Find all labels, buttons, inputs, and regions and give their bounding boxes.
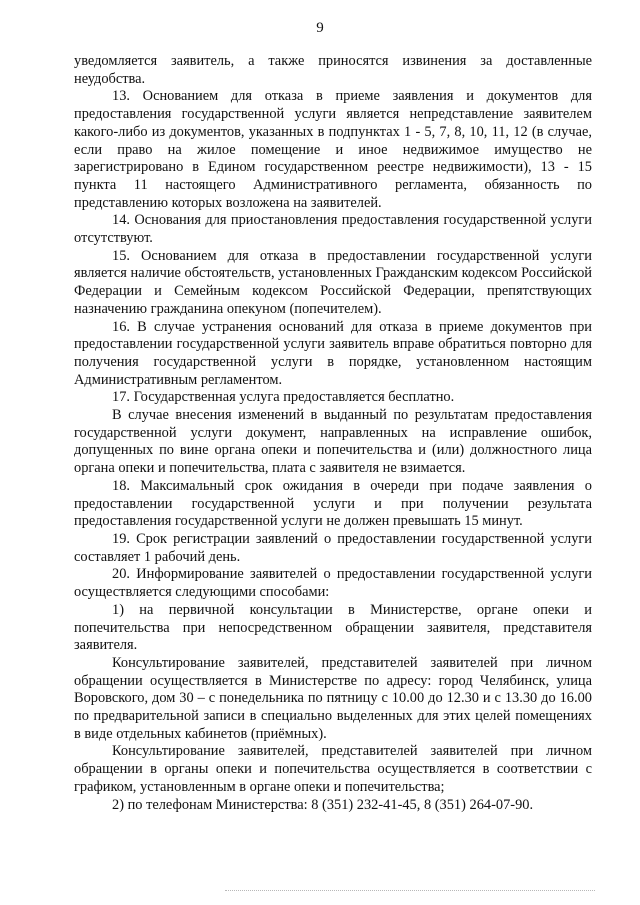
paragraph-19-registration: 19. Срок регистрации заявлений о предоставлении государственной услуги составляет 1 рабочий день. [74, 530, 592, 565]
paragraph-15-refusal-service: 15. Основанием для отказа в предоставлении государственной услуги является наличие обстоятельств, установленных Гражданским кодексом Российской Федерации и Семейным кодексом Российской Федерации, препятствующих назначению гражданина опекуном (попечителем). [74, 247, 592, 317]
paragraph-20-informing: 20. Информирование заявителей о предоставлении государственной услуги осуществляется следующими способами: [74, 566, 592, 601]
document-body [74, 53, 592, 814]
paragraph-consulting-ministry: Консультирование заявителей, представителей заявителей при личном обращении осуществляется в Министерстве по адресу: город Челябинск, улица Воровского, дом 30 – с понедельника по пятницу с 10.00 до 12.30 и с 13.30 до 16.00 по предварительной записи в специально выделенных для этих целей помещениях в виде отдельных кабинетов (приёмных). [74, 654, 592, 742]
paragraph-13-refusal-grounds: 13. Основанием для отказа в приеме заявления и документов для предоставления государственной услуги является непредставление заявителем какого-либо из документов, указанных в подпунктах 1 - 5, 7, 8, 10, 11, 12 (в случае, если право на жилое помещение и иное недвижимое имущество не зарегистрировано в Едином государственном реестре недвижимости), 13 - 15 пункта 11 настоящего Административного регламента, обязанность по представлению которых возложена на заявителей. [74, 88, 592, 211]
paragraph-18-waiting-time: 18. Максимальный срок ожидания в очереди при подаче заявления о предоставлении государственной услуги и при получении результата предоставления государственной услуги не должен превышать 15 минут. [74, 477, 592, 530]
paragraph-consulting-guardianship: Консультирование заявителей, представителей заявителей при личном обращении в органы опеки и попечительства осуществляется в соответствии с графиком, установленным в органе опеки и попечительства; [74, 743, 592, 795]
scan-edge-line [225, 890, 595, 891]
paragraph-continuation: уведомляется заявитель, а также приносятся извинения за доставленные неудобства. [74, 53, 592, 87]
paragraph-20-item-1: 1) на первичной консультации в Министерстве, органе опеки и попечительства при непосредственном обращении заявителя, представителя заявителя. [74, 601, 592, 654]
paragraph-14-suspension: 14. Основания для приостановления предоставления государственной услуги отсутствуют. [74, 212, 592, 247]
paragraph-20-item-2-phones: 2) по телефонам Министерства: 8 (351) 232-41-45, 8 (351) 264-07-90. [112, 796, 534, 813]
paragraph-17-corrections: В случае внесения изменений в выданный по результатам предоставления государственной услуги документ, направленных на исправление ошибок, допущенных по вине органа опеки и попечительства и (или) должностного лица органа опеки и попечительства, плата с заявителя не взимается. [74, 407, 592, 477]
page-number: 9 [316, 20, 324, 36]
paragraph-16-reapplication: 16. В случае устранения оснований для отказа в приеме документов при предоставлении государственной услуги заявитель вправе обратиться повторно для получения государственной услуги в порядке, установленном настоящим Административным регламентом. [74, 318, 592, 388]
paragraph-17-free-service: 17. Государственная услуга предоставляется бесплатно. [112, 389, 455, 406]
